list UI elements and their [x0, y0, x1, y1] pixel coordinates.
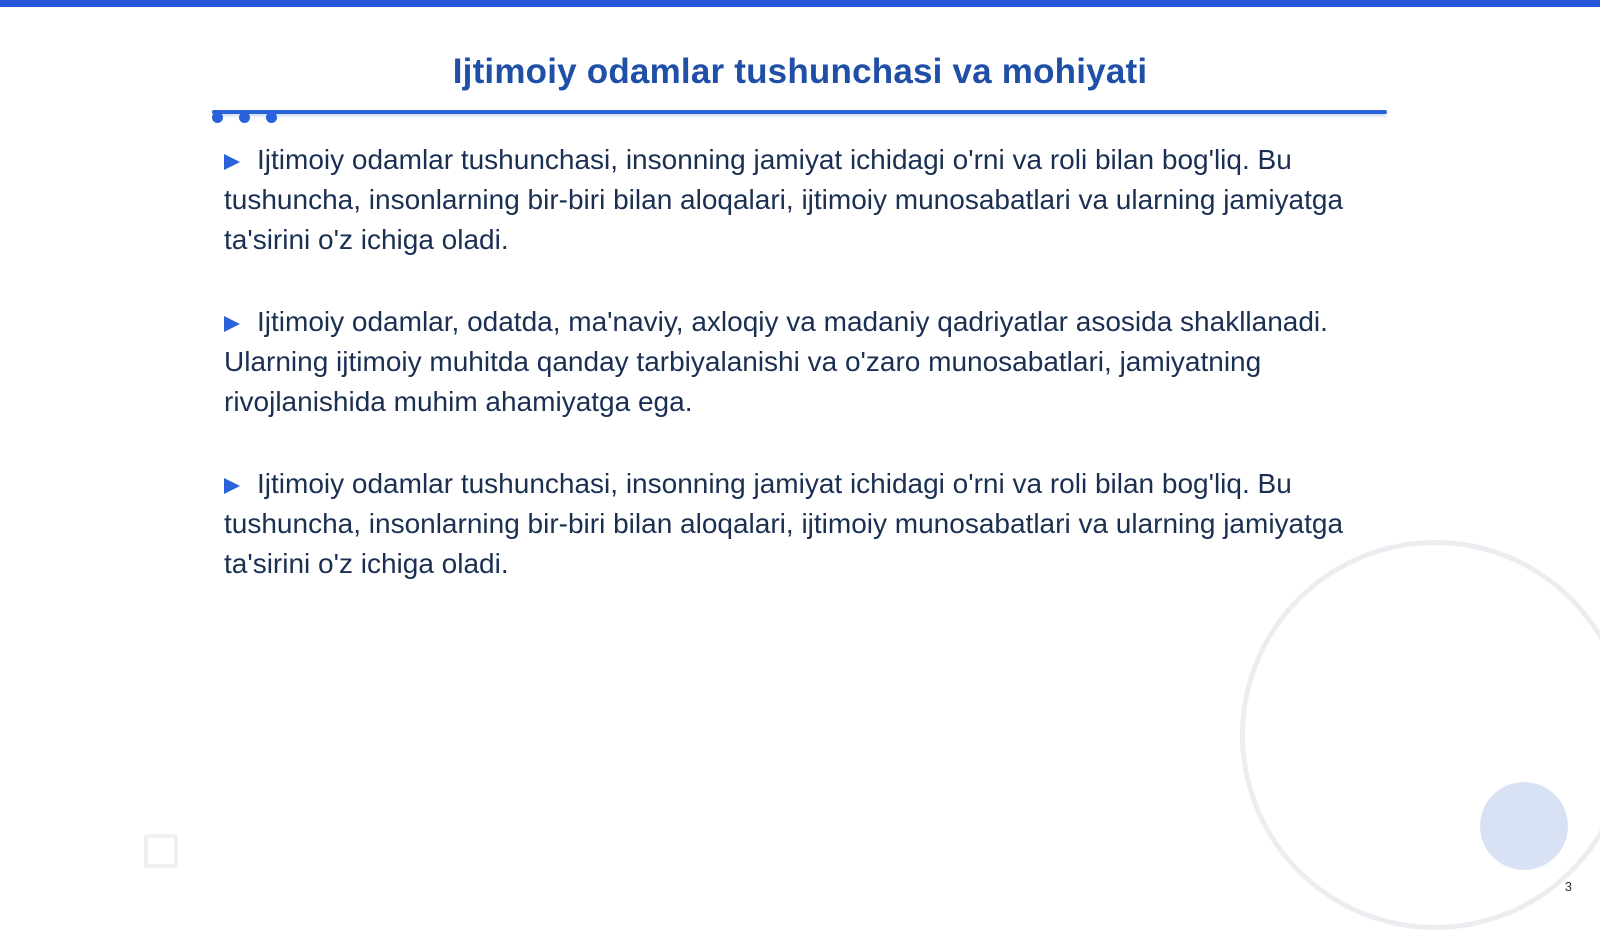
- decorative-square: [144, 834, 178, 868]
- decorative-ring: [1240, 540, 1600, 930]
- underline-dot: [266, 112, 277, 123]
- title-underline: [212, 110, 1387, 114]
- triangle-right-icon: [224, 478, 240, 494]
- bullet-text: Ijtimoiy odamlar tushunchasi, insonning jamiyat ichidagi o'rni va roli bilan bog'liq. Bu tushuncha, insonlarning bir-biri bilan aloqalari, ijtimoiy munosabatlari va ularning jamiyatga ta'sirini o'z ichiga oladi.: [224, 144, 1344, 255]
- bullet-text: Ijtimoiy odamlar, odatda, ma'naviy, axloqiy va madaniy qadriyatlar asosida shakllanadi. Ularning ijtimoiy muhitda qanday tarbiyalanishi va o'zaro munosabatlari, jamiyatning rivojlanishida muhim ahamiyatga ega.: [224, 306, 1328, 417]
- top-accent-bar: [0, 0, 1600, 7]
- decorative-circle: [1480, 782, 1568, 870]
- bullet-list: [224, 140, 1384, 626]
- bullet-item: [224, 302, 1384, 422]
- underline-dot: [239, 112, 250, 123]
- bullet-item: [224, 140, 1384, 260]
- underline-dot: [212, 112, 223, 123]
- triangle-right-icon: [224, 316, 240, 332]
- triangle-right-icon: [224, 154, 240, 170]
- slide-title: Ijtimoiy odamlar tushunchasi va mohiyati: [452, 52, 1148, 91]
- bullet-item: [224, 464, 1384, 584]
- bullet-text: Ijtimoiy odamlar tushunchasi, insonning jamiyat ichidagi o'rni va roli bilan bog'liq. Bu tushuncha, insonlarning bir-biri bilan aloqalari, ijtimoiy munosabatlari va ularning jamiyatga ta'sirini o'z ichiga oladi.: [224, 468, 1344, 579]
- page-number: 3: [1564, 879, 1572, 894]
